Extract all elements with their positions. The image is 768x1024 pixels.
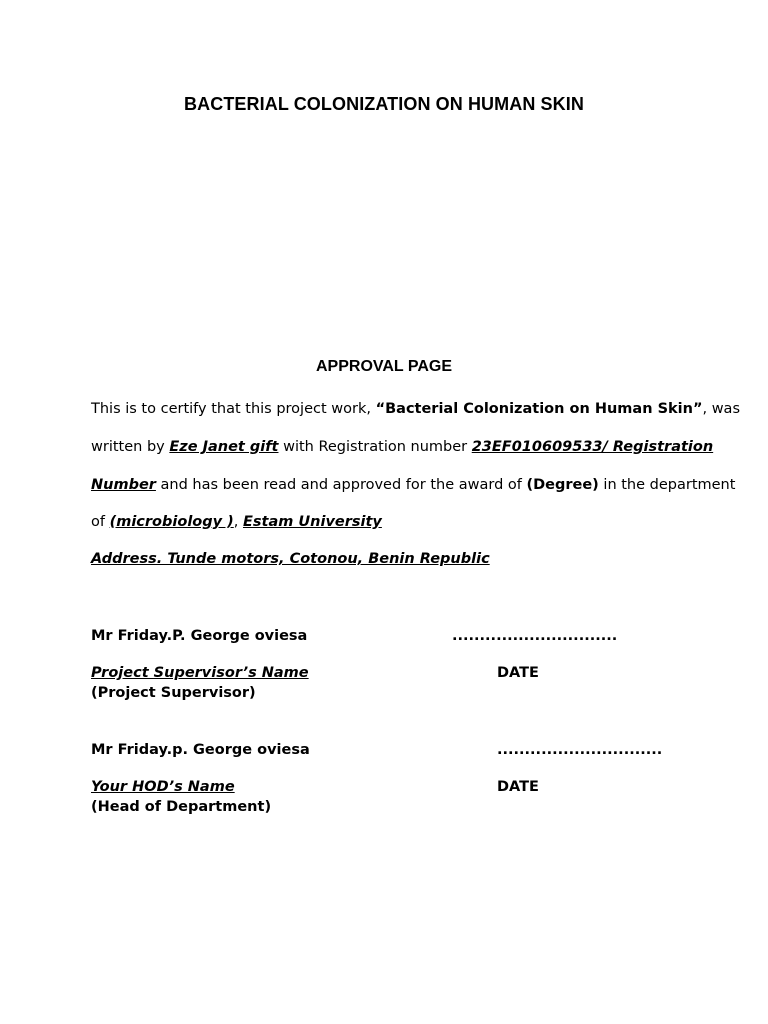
comma-text: ,	[233, 514, 243, 530]
was-text: , was	[702, 401, 741, 417]
approved-text: and has been read and approved for the award of	[155, 477, 527, 493]
author-name: Eze Janet gift	[169, 439, 279, 455]
body-line-4	[91, 514, 691, 530]
degree-text: (Degree)	[526, 477, 599, 493]
supervisor-date-dots: ..............................	[452, 628, 618, 644]
certify-text: This is to certify that this project work,	[91, 401, 376, 417]
supervisor-role: (Project Supervisor)	[91, 685, 256, 701]
supervisor-label: Project Supervisor’s Name	[91, 665, 309, 681]
hod-name: Mr Friday.p. George oviesa	[91, 742, 310, 758]
registration-text: with Registration number	[278, 439, 472, 455]
supervisor-date-label: DATE	[497, 665, 539, 681]
address-text: Address. Tunde motors, Cotonou, Benin Republic	[91, 551, 490, 567]
hod-label: Your HOD’s Name	[91, 779, 235, 795]
approval-heading: APPROVAL PAGE	[315, 358, 453, 375]
hod-role: (Head of Department)	[91, 799, 272, 815]
department-text: in the department	[598, 477, 736, 493]
university-name: Estam University	[242, 514, 382, 530]
registration-number: 23EF010609533/ Registration	[471, 439, 714, 455]
document-title: BACTERIAL COLONIZATION ON HUMAN SKIN	[184, 94, 584, 114]
of-text: of	[91, 514, 110, 530]
written-by-text: written by	[91, 439, 170, 455]
body-line-5	[91, 551, 691, 567]
body-line-2	[91, 439, 714, 455]
hod-date-label: DATE	[497, 779, 539, 795]
registration-number-cont: Number	[91, 477, 156, 493]
project-title-quote: “Bacterial Colonization on Human Skin”	[375, 401, 703, 417]
body-line-1	[91, 401, 741, 417]
hod-date-dots: ..............................	[497, 742, 663, 758]
department-name: (microbiology )	[109, 514, 234, 530]
body-line-3	[91, 477, 736, 493]
supervisor-name: Mr Friday.P. George oviesa	[91, 628, 308, 644]
